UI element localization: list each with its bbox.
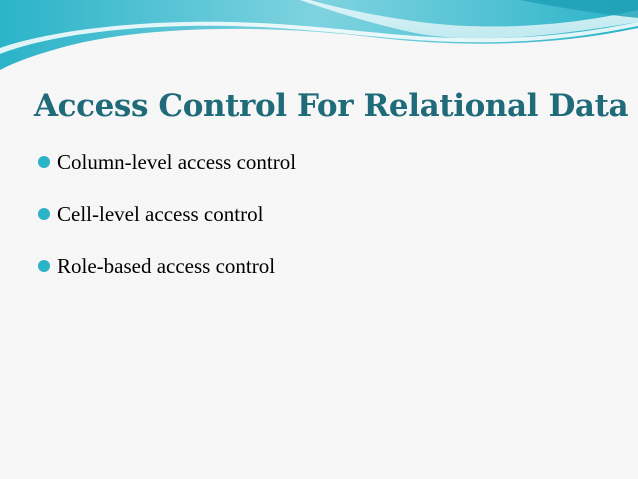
list-item [38, 149, 296, 175]
bullet-icon [38, 208, 50, 220]
list-item [38, 253, 296, 279]
bullet-icon [38, 260, 50, 272]
bullet-list [38, 149, 296, 305]
list-item [38, 201, 296, 227]
bullet-text: Role-based access control [57, 253, 276, 278]
bullet-icon [38, 156, 50, 168]
bullet-text: Cell-level access control [57, 201, 264, 226]
header-wave-decoration [0, 0, 638, 90]
bullet-text: Column-level access control [57, 149, 297, 174]
slide-title: Access Control For Relational Data [34, 88, 629, 124]
